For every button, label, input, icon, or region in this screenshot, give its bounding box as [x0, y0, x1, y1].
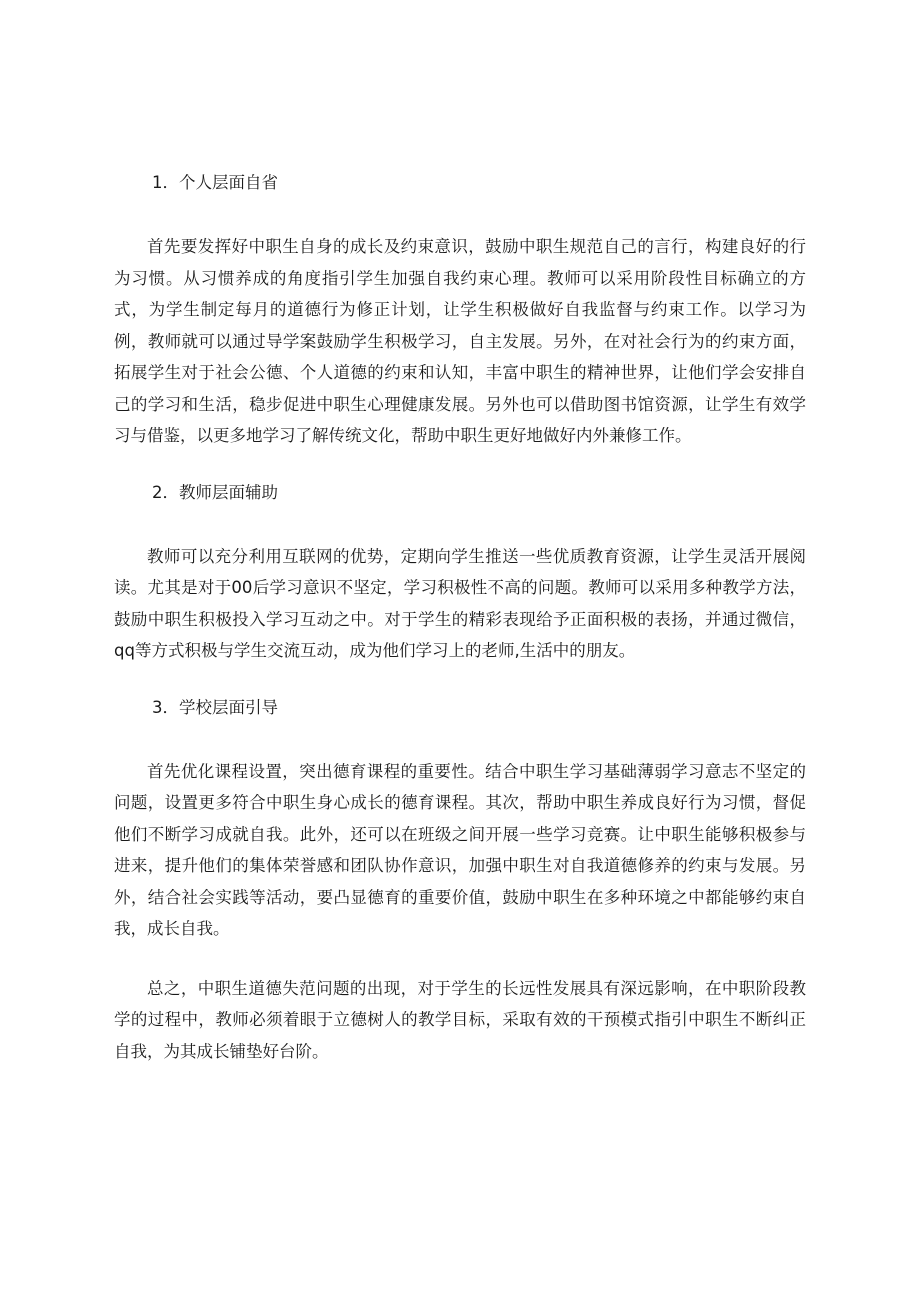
conclusion-paragraph: 总之，中职生道德失范问题的出现，对于学生的长远性发展具有深远影响，在中职阶段教学的过程中，教师必须着眼于立德树人的教学目标，采取有效的干预模式指引中职生不断纠正自我，为其成长铺垫好台阶。 [114, 978, 806, 1061]
section-heading-school: 3．学校层面引导 [152, 697, 278, 717]
section-paragraph-school: 首先优化课程设置，突出德育课程的重要性。结合中职生学习基础薄弱学习意志不坚定的问题，设置更多符合中职生身心成长的德育课程。其次，帮助中职生养成良好行为习惯，督促他们不断学习成就自我。此外，还可以在班级之间开展一些学习竞赛。让中职生能够积极参与进来，提升他们的集体荣誉感和团队协作意识，加强中职生对自我道德修养的约束与发展。另外，结合社会实践等活动，要凸显德育的重要价值，鼓励中职生在多种环境之中都能够约束自我，成长自我。 [114, 761, 806, 938]
section-heading-teacher: 2．教师层面辅助 [152, 482, 278, 502]
section-heading-personal: 1．个人层面自省 [152, 173, 278, 192]
section-paragraph-teacher: 教师可以充分利用互联网的优势，定期向学生推送一些优质教育资源，让学生灵活开展阅读。尤其是对于00后学习意识不坚定，学习积极性不高的问题。教师可以采用多种教学方法，鼓励中职生积极投入学习互动之中。对于学生的精彩表现给予正面积极的表扬，并通过微信，qq等方式积极与学生交流互动，成为他们学习上的老师,生活中的朋友。 [114, 546, 806, 660]
section-paragraph-personal: 首先要发挥好中职生自身的成长及约束意识，鼓励中职生规范自己的言行，构建良好的行为习惯。从习惯养成的角度指引学生加强自我约束心理。教师可以采用阶段性目标确立的方式，为学生制定每月的道德行为修正计划，让学生积极做好自我监督与约束工作。以学习为例，教师就可以通过导学案鼓励学生积极学习，自主发展。另外，在对社会行为的约束方面，拓展学生对于社会公德、个人道德的约束和认知，丰富中职生的精神世界，让他们学会安排自己的学习和生活，稳步促进中职生心理健康发展。另外也可以借助图书馆资源，让学生有效学习与借鉴，以更多地学习了解传统文化，帮助中职生更好地做好内外兼修工作。 [114, 237, 806, 445]
document-body [114, 170, 806, 1095]
